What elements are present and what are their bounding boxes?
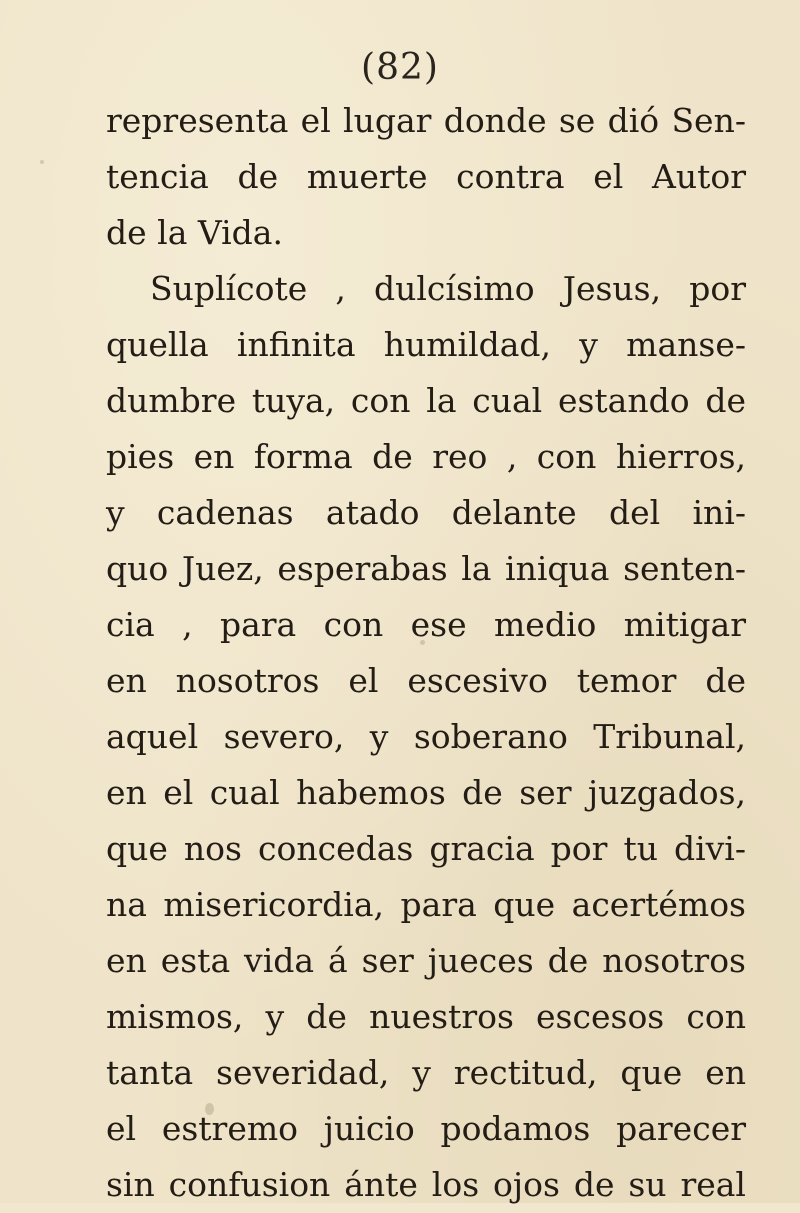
paper-speck — [40, 160, 44, 164]
paper-speck — [420, 640, 425, 645]
text-line: representa el lugar donde se dió Sen- — [106, 101, 746, 140]
text-line: pies en forma de reo , con hierros, — [106, 437, 746, 476]
text-line: mismos, y de nuestros escesos con — [106, 997, 746, 1036]
text-line: tanta severidad, y rectitud, que en — [106, 1053, 746, 1092]
text-line: en esta vida á ser jueces de nosotros — [106, 941, 746, 980]
text-line: Suplícote , dulcísimo Jesus, por — [150, 269, 746, 308]
text-line: tencia de muerte contra el Autor — [106, 157, 746, 196]
text-line: en nosotros el escesivo temor de — [106, 661, 746, 700]
body-text — [106, 93, 746, 1213]
text-line: aquel severo, y soberano Tribunal, — [106, 717, 746, 756]
text-line: el estremo juicio podamos parecer — [106, 1109, 746, 1148]
text-line: y cadenas atado delante del ini- — [106, 493, 746, 532]
paper-speck — [205, 1103, 214, 1115]
page-number: (82) — [361, 47, 439, 88]
text-line: dumbre tuya, con la cual estando de — [106, 381, 746, 420]
text-line: cia , para con ese medio mitigar — [106, 605, 746, 644]
text-line: na misericordia, para que acertémos — [106, 885, 746, 924]
text-line: de la Vida. — [106, 213, 283, 252]
text-line: quo Juez, esperabas la iniqua senten- — [106, 549, 746, 588]
text-line: en el cual habemos de ser juzgados, — [106, 773, 746, 812]
text-line: sin confusion ánte los ojos de su real — [106, 1165, 746, 1204]
text-line: que nos concedas gracia por tu divi- — [106, 829, 746, 868]
text-line: quella infinita humildad, y manse- — [106, 325, 746, 364]
